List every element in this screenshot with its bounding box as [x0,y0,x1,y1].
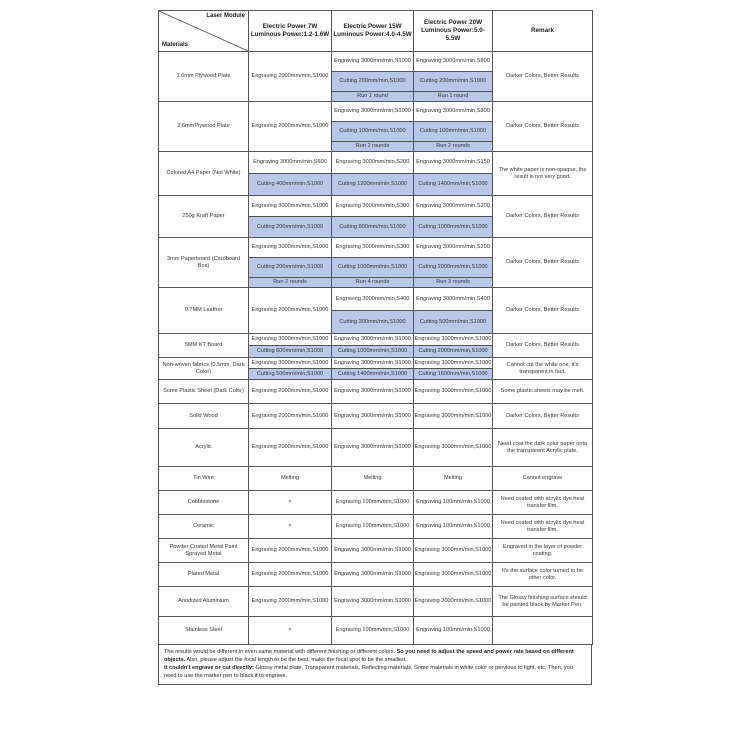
value-cell-15w-cutting: Cutting 1200mm/min,S1000 [332,174,414,196]
material-cell: Anodized Aluminium [159,587,249,617]
value-cell-7w: Melting [249,467,332,491]
value-cell-7w: Engraving 2000mm/min,S1000 [249,102,332,152]
material-cell: 1.6mm Plywood Plate [159,52,249,102]
remark-cell: The Glossy finishing surface should be painted black by Marker Pen. [493,587,593,617]
table-row [159,52,593,72]
material-cell: 0.7MM Leather [159,288,249,334]
value-cell-15w: Engraving 3000mm/min,S1000 [332,539,414,563]
value-cell-20w: Melting [414,467,493,491]
table-row [159,358,593,369]
value-cell-15w-cutting: Cutting 300mm/min,S1000 [332,311,414,334]
value-cell-7w-cutting: Cutting 500mm/min,S1000 [249,369,332,380]
value-cell-7w-cutting: Cutting 200mm/min,S1000 [249,217,332,238]
remark-cell: Need coated with acrylic dye heat transfer film. [493,515,593,539]
value-cell-15w-cutting: Cutting 800mm/min,S1000 [332,217,414,238]
table-row [159,429,593,467]
table-row [159,467,593,491]
value-cell-7w-rounds: Run 2 rounds [249,278,332,288]
table-row [159,238,593,258]
value-cell-15w-cutting: Cutting 1000mm/min,S1000 [332,346,414,358]
value-cell-7w: Engraving 2000mm/min,S1000 [249,563,332,587]
value-cell-15w-cutting: Cutting 200mm/min,S1000 [332,72,414,92]
remark-cell: Some plastic sheets may be melt. [493,380,593,404]
material-cell: Stainless Steel [159,617,249,645]
value-cell-20w-cutting: Cutting 1000mm/min,S1000 [414,217,493,238]
remark-cell: It's the surface color turned to be other color. [493,563,593,587]
table-row [159,539,593,563]
corner-top-label: Laser Module [206,13,245,19]
table-row [159,491,593,515]
value-cell-7w-engraving: Engraving 3000mm/min,S1000 [249,358,332,369]
column-header-15w: Electric Power 15W Luminous Power:4.0-4.5W [332,11,414,52]
value-cell-20w-engraving: Engraving 3000mm/min,S200 [414,196,493,217]
footnote-text: The results would be different in even same material with different finishing or different colors. [164,649,397,655]
value-cell-7w: Engraving 2000mm/min,S1000 [249,380,332,404]
value-cell-15w-rounds: Run 2 rounds [332,142,414,152]
value-cell-20w-cutting: Cutting 100mm/min,S1000 [414,122,493,142]
footnote-emphasis: So you need to adjust the speed and power rate based on different objects. [164,649,574,664]
value-cell-15w: Engraving 3000mm/min,S1000 [332,404,414,429]
material-cell: 2.6mmPlywood Plate [159,102,249,152]
material-cell: Colored A4 Paper (Not White) [159,152,249,196]
material-cell: Tin Wire [159,467,249,491]
footnote-emphasis: It couldn't engrave or cut directly: [164,665,254,672]
remark-cell: Darker Colors, Better Results [493,404,593,429]
value-cell-20w: Engraving 3000mm/min,S1000 [414,539,493,563]
value-cell-7w: × [249,515,332,539]
value-cell-15w-engraving: Engraving 3000mm/min,S300 [332,196,414,217]
value-cell-15w: Engraving 3000mm/min,S1000 [332,563,414,587]
value-cell-15w-cutting: Cutting 100mm/min,S1000 [332,122,414,142]
table-row [159,404,593,429]
material-cell: 250g Kraft Paper [159,196,249,238]
value-cell-15w-engraving: Engraving 3000mm/min,S300 [332,238,414,258]
table-row [159,288,593,311]
table-row [159,102,593,122]
value-cell-15w-engraving: Engraving 3000mm/min,S1000 [332,334,414,346]
remark-cell: Darker Colors, Better Results [493,196,593,238]
value-cell-20w-engraving: Engraving 3000mm/min,S200 [414,238,493,258]
value-cell-20w: Engraving 100mm/min,S1000 [414,617,493,645]
footnote-text: Also, please adjust the focal length to be the best, make the focal spot to be the smallest. [185,657,407,664]
value-cell-7w: Engraving 2000mm/min,S1000 [249,539,332,563]
table-row [159,563,593,587]
table-row [159,334,593,346]
value-cell-15w-cutting: Cutting 1400mm/min,S1000 [332,369,414,380]
footnote [158,645,592,685]
table-row [159,380,593,404]
corner-bottom-label: Materials [162,41,189,48]
value-cell-20w-cutting: Cutting 2000mm/min,S1000 [414,258,493,278]
corner-header-cell [159,11,249,52]
remark-cell: Darker Colors, Better Results [493,288,593,334]
material-cell: 3mm Paperboard (Cardboard Box) [159,238,249,288]
value-cell-20w-engraving: Engraving 3000mm/min,S1000 [414,334,493,346]
value-cell-15w-rounds: Run 4 rounds [332,278,414,288]
value-cell-15w-engraving: Engraving 3000mm/min,S1000 [332,52,414,72]
remark-cell: Darker Colors, Better Results [493,238,593,288]
remark-cell [493,617,593,645]
remark-cell: Darker Colors, Better Results [493,334,593,358]
value-cell-20w: Engraving 3000mm/min,S1000 [414,429,493,467]
material-cell: Solid Wood [159,404,249,429]
table-row [159,587,593,617]
material-cell: 5MM KT Board [159,334,249,358]
value-cell-7w-cutting: Cutting 600mm/min,S1000 [249,346,332,358]
value-cell-20w: Engraving 100mm/min,S1000 [414,491,493,515]
value-cell-15w: Melting [332,467,414,491]
column-header-20w: Electric Power 20W Luminous Power:5.0-5.5W [414,11,493,52]
value-cell-7w-engraving: Engraving 3000mm/min,S600 [249,152,332,174]
value-cell-15w: Engraving 100mm/min,S1000 [332,491,414,515]
value-cell-7w: Engraving 2000mm/min,S1000 [249,404,332,429]
value-cell-20w-cutting: Cutting 1400mm/min,S1000 [414,174,493,196]
footnote-text: Glossy metal plate, Transparent materials, Reflecting materials, Some materials in white color or pervious to light, etc. Then, you need to use the marker pen to black it to engrave. [164,665,573,680]
remark-cell: Cannot engrave [493,467,593,491]
value-cell-20w-rounds: Run 2 rounds [414,142,493,152]
value-cell-7w-engraving: Engraving 3000mm/min,S1000 [249,334,332,346]
table-row [159,152,593,174]
remark-cell: Darker Colors, Better Results [493,52,593,102]
value-cell-20w-cutting: Cutting 2000mm/min,S1000 [414,346,493,358]
material-cell: Acrylic [159,429,249,467]
remark-cell: Need coat the dark color paper onto the transparent Acrylic plate. [493,429,593,467]
value-cell-20w: Engraving 3000mm/min,S1000 [414,404,493,429]
value-cell-20w-engraving: Engraving 3000mm/min,S1000 [414,358,493,369]
value-cell-7w: × [249,491,332,515]
laser-parameter-sheet [158,10,592,685]
value-cell-20w-rounds: Run 3 rounds [414,278,493,288]
value-cell-7w: Engraving 2000mm/min,S1000 [249,587,332,617]
material-cell: Cobblestone [159,491,249,515]
column-header-remark: Remark [493,11,593,52]
table-row [159,515,593,539]
value-cell-20w-engraving: Engraving 3000mm/min,S150 [414,152,493,174]
value-cell-20w-rounds: Run 1 round [414,92,493,102]
value-cell-7w-engraving: Engraving 3000mm/min,S1000 [249,238,332,258]
remark-cell: The white paper is non-opaque, the result is not very good. [493,152,593,196]
value-cell-20w: Engraving 3000mm/min,S1000 [414,587,493,617]
column-header-7w: Electric Power 7W Luminous Power:1.2-1.6W [249,11,332,52]
value-cell-15w: Engraving 3000mm/min,S1000 [332,587,414,617]
parameter-table [158,10,593,645]
remark-cell: Darker Colors, Better Results [493,102,593,152]
value-cell-15w-rounds: Run 1 round [332,92,414,102]
value-cell-7w-engraving: Engraving 3000mm/min,S1000 [249,196,332,217]
value-cell-15w-engraving: Engraving 3000mm/min,S200 [332,152,414,174]
value-cell-20w: Engraving 100mm/min,S1000 [414,515,493,539]
value-cell-7w: × [249,617,332,645]
material-cell: Powder Coated Metal Paint Sprayed Metal [159,539,249,563]
value-cell-20w-cutting: Cutting 1600mm/min,S1000 [414,369,493,380]
value-cell-20w-engraving: Engraving 3000mm/min,S400 [414,288,493,311]
value-cell-20w-engraving: Engraving 3000mm/min,S800 [414,102,493,122]
value-cell-7w: Engraving 2000mm/min,S1000 [249,52,332,102]
value-cell-15w-cutting: Cutting 1000mm/min,S1000 [332,258,414,278]
value-cell-15w-engraving: Engraving 3000mm/min,S1000 [332,358,414,369]
value-cell-20w: Engraving 3000mm/min,S1000 [414,380,493,404]
value-cell-7w: Engraving 2000mm/min,S1000 [249,288,332,334]
table-row [159,196,593,217]
value-cell-15w: Engraving 3000mm/min,S1000 [332,429,414,467]
value-cell-20w-engraving: Engraving 3000mm/min,S800 [414,52,493,72]
value-cell-7w: Engraving 2000mm/min,S1000 [249,429,332,467]
value-cell-15w: Engraving 100mm/min,S1000 [332,617,414,645]
value-cell-15w-engraving: Engraving 3000mm/min,S400 [332,288,414,311]
table-row [159,617,593,645]
value-cell-15w: Engraving 3000mm/min,S1000 [332,380,414,404]
remark-cell: Cannot cut the white one, it's transparent in fact. [493,358,593,380]
header-row [159,11,593,52]
value-cell-7w-cutting: Cutting 200mm/min,S1000 [249,258,332,278]
footnote-paragraph-2 [164,664,586,680]
value-cell-20w-cutting: Cutting 500mm/min,S1000 [414,311,493,334]
remark-cell: Need coated with acrylic dye heat transfer film. [493,491,593,515]
value-cell-20w: Engraving 3000mm/min,S1000 [414,563,493,587]
value-cell-15w: Engraving 100mm/min,S1000 [332,515,414,539]
material-cell: Ceramic [159,515,249,539]
value-cell-15w-engraving: Engraving 3000mm/min,S1000 [332,102,414,122]
material-cell: Non-woven fabrics (0.5mm, Dark Color) [159,358,249,380]
material-cell: Plated Metal [159,563,249,587]
value-cell-7w-cutting: Cutting 400mm/min,S1000 [249,174,332,196]
remark-cell: Engraved in the layer of powder coating. [493,539,593,563]
value-cell-20w-cutting: Cutting 200mm/min,S1000 [414,72,493,92]
material-cell: Some Plastic Sheet (Dark Color) [159,380,249,404]
footnote-paragraph-1 [164,648,586,664]
